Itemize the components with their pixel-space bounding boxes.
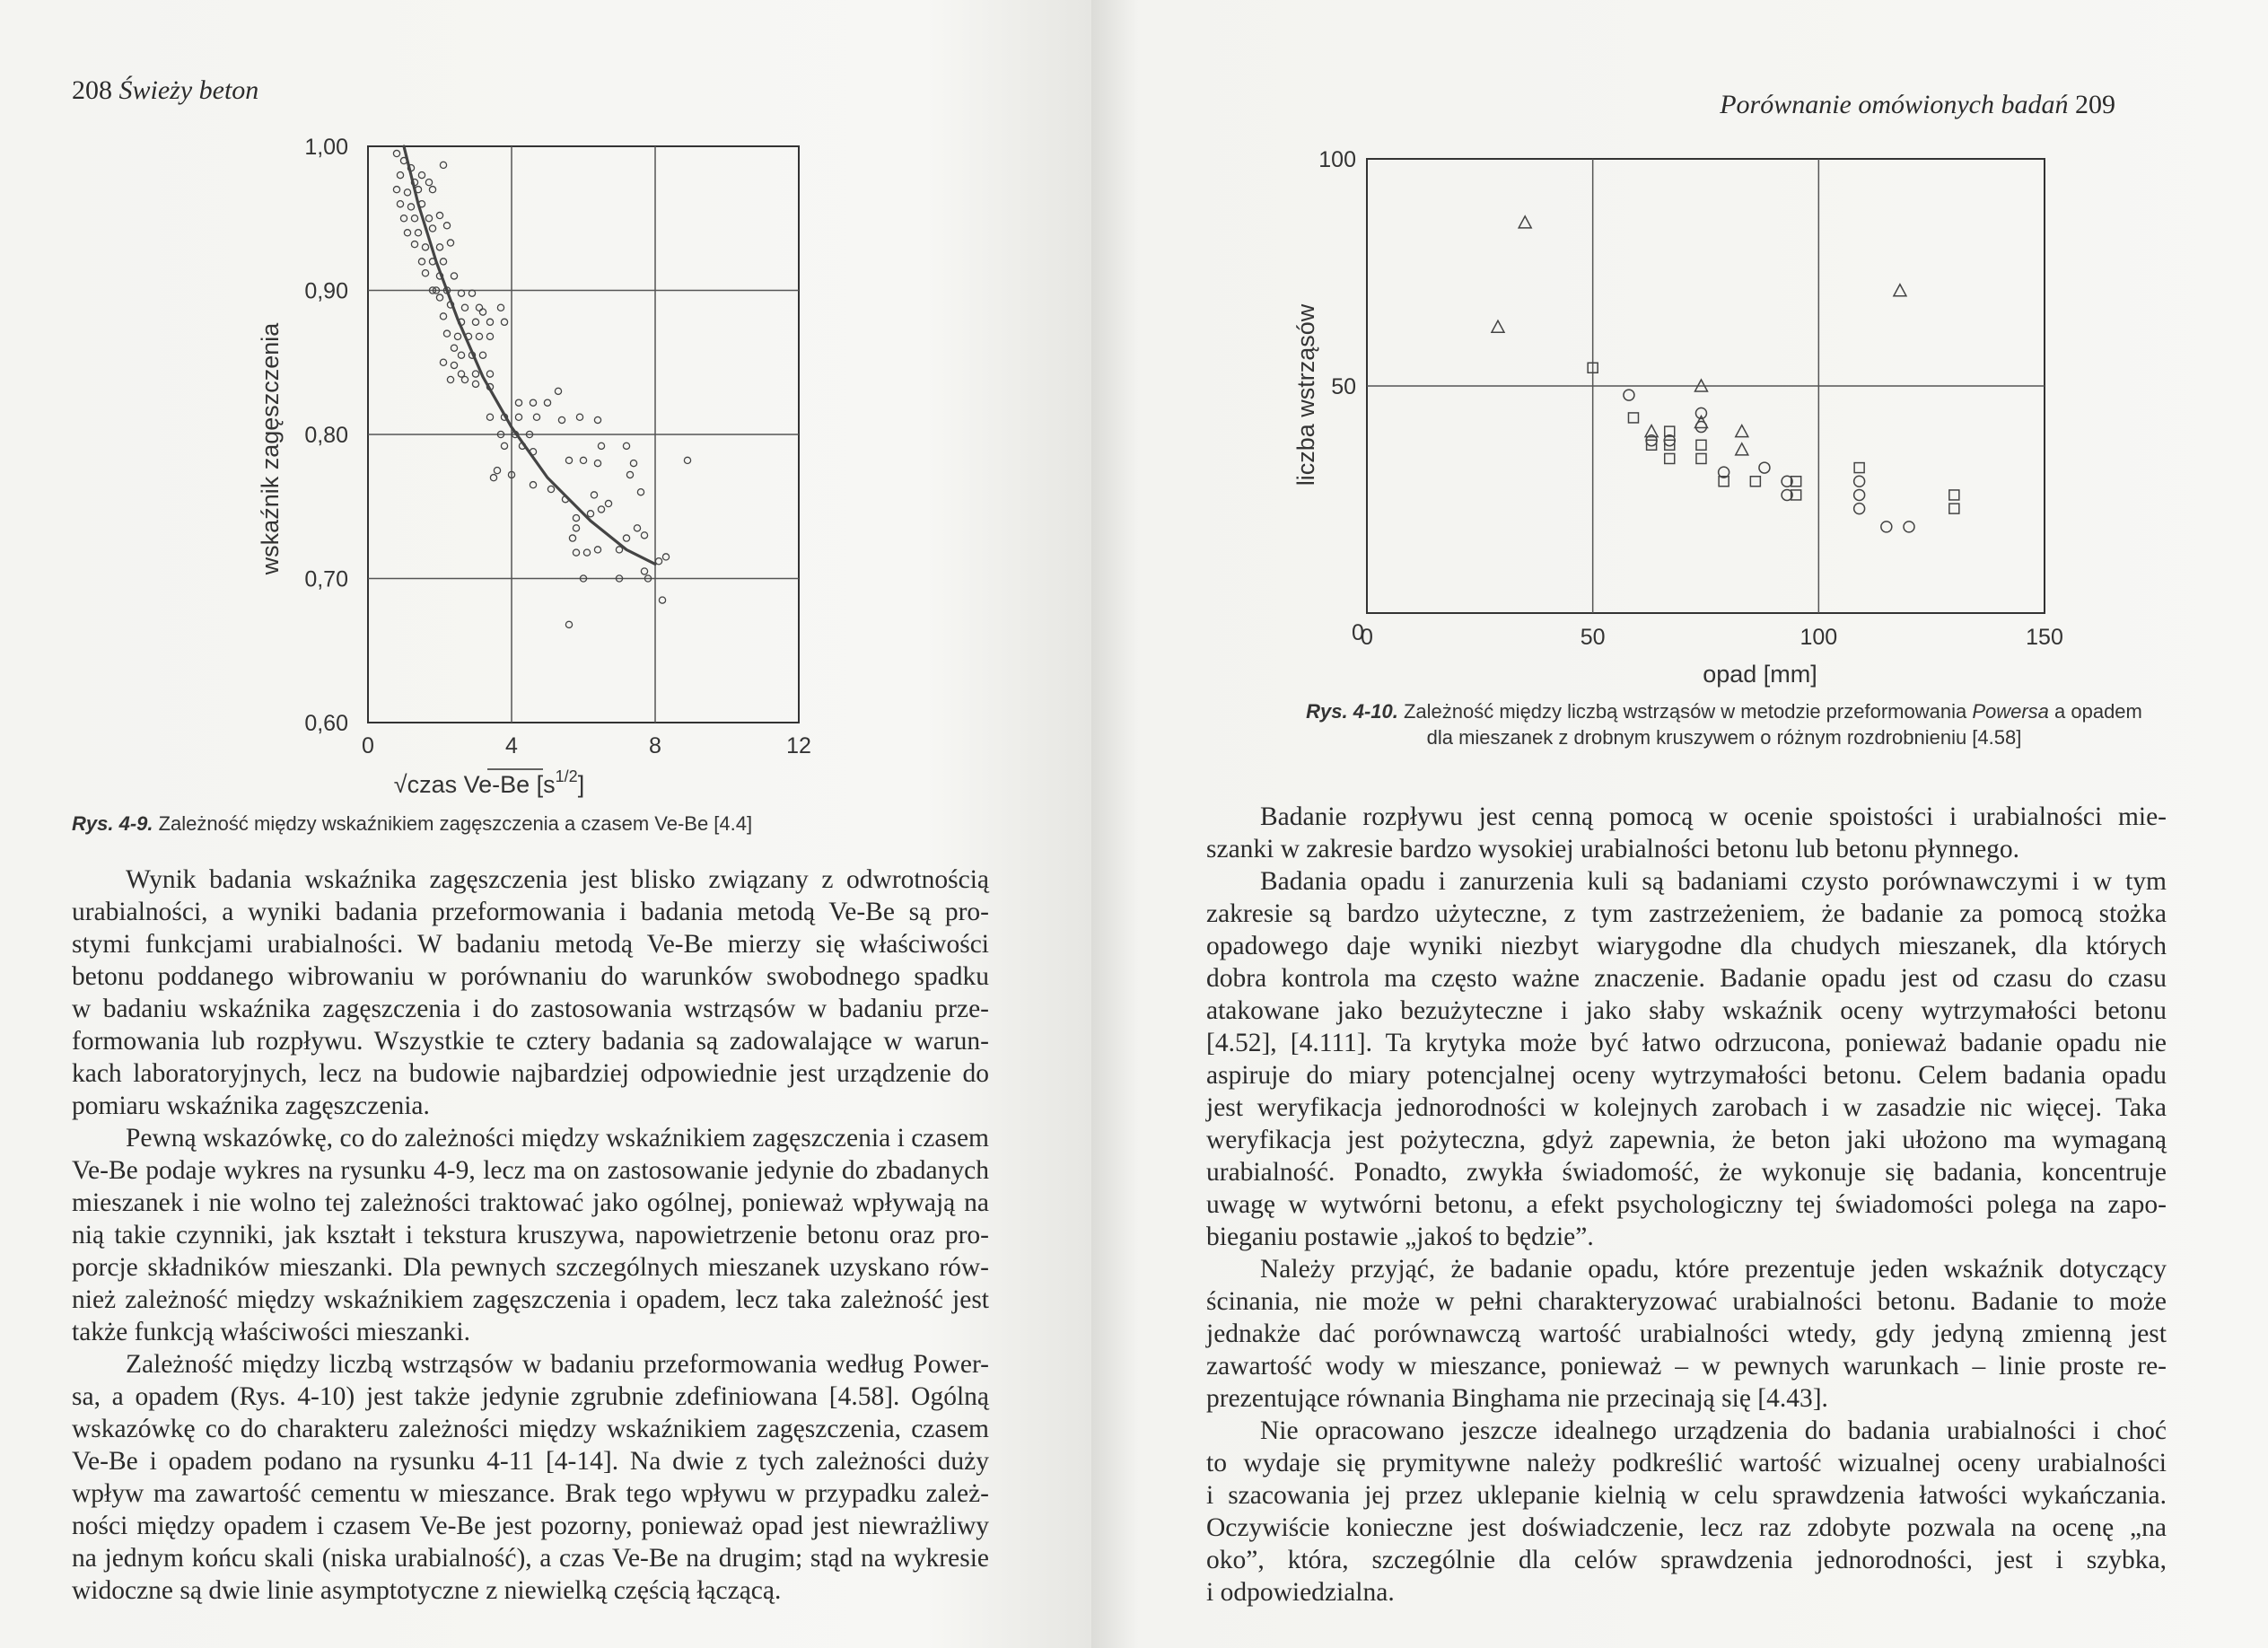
text-line: także funkcją właściwości mieszanki. (72, 1318, 470, 1346)
data-point-circle (1695, 422, 1706, 433)
data-point (458, 352, 464, 358)
data-point (547, 486, 554, 492)
text-line: porcje składników mieszanki. Dla pewnych szczególnych mieszanek uzyskano rów- (72, 1253, 989, 1282)
data-point (594, 460, 600, 467)
data-point (476, 304, 482, 311)
data-point (454, 333, 460, 339)
data-point (533, 414, 539, 420)
text-line: wskazówkę co do charakteru zależności między wskaźnikiem zagęszczenia, czasem (72, 1415, 989, 1443)
text-line: uwagę w wytwórni betonu, a efekt psychologiczny tej świadomości polega na zapo- (1206, 1190, 2167, 1219)
trend-curve (404, 146, 655, 564)
data-point (407, 204, 414, 210)
left-paragraph-2 (72, 1122, 989, 1348)
data-point-triangle (1492, 320, 1504, 332)
caption-text-right-1: Zależność między liczbą wstrząsów w metodzie przeformowania (1397, 700, 1973, 723)
data-point (655, 558, 661, 565)
text-line: i szacowania jej przez uklepanie kielnią w celu sprawdzenia łatwości wykańczania. (1206, 1481, 2167, 1510)
text-line: mieszanek i nie wolno tej zależności traktować jako ogólnej, ponieważ wpływają na (72, 1188, 989, 1217)
text-line: Należy przyjąć, że badanie opadu, które prezentuje jeden wskaźnik dotyczący (1260, 1255, 2167, 1284)
text-line: to wydaje się prymitywne należy podkreślić wartość wizualnej oceny urabialności (1206, 1449, 2167, 1477)
text-line: aspiruje do miary potencjalnej oceny wytrzymałości betonu. Celem badania opadu (1206, 1061, 2167, 1090)
data-point-square (1949, 490, 1959, 500)
x-tick-label: 150 (2026, 625, 2063, 650)
data-point-square (1949, 504, 1959, 513)
data-point (479, 309, 486, 315)
data-point (594, 416, 600, 423)
data-point (623, 443, 629, 449)
data-point (490, 475, 496, 481)
data-point (415, 230, 421, 236)
x-tick-label: 0 (1361, 625, 1373, 650)
data-point (626, 471, 633, 478)
caption-label-right: Rys. 4-10. (1306, 700, 1398, 723)
right-paragraph-4 (1206, 1415, 2167, 1609)
data-point (436, 244, 442, 250)
x-label-main: √czas Ve-Be (393, 771, 537, 798)
text-line: i odpowiedzialna. (1206, 1578, 1395, 1607)
text-line: kach laboratoryjnych, lecz na budowie najbardziej odpowiednie jest urządzenie do (72, 1059, 989, 1088)
data-point-circle (1881, 522, 1892, 532)
caption-text-right-2: a opadem (2048, 700, 2142, 723)
text-line: dobra kontrola ma często ważne znaczenie. Badanie opadu jest od czasu do czasu (1206, 964, 2167, 993)
left-page (0, 0, 1091, 1648)
y-tick-label: 0,70 (304, 566, 348, 592)
data-point (476, 333, 482, 339)
data-point (580, 457, 586, 463)
text-line: ności między opadem i czasem Ve-Be jest pozorny, ponieważ opad jest niewrażliwy (72, 1512, 989, 1540)
data-point (569, 535, 575, 541)
running-head-title-left: Świeży beton (118, 75, 259, 105)
y-tick-label-zero: 0 (1352, 620, 1364, 645)
text-line: [4.52], [4.111]. Ta krytyka może być łatwo odrzucona, ponieważ badanie opadu nie (1206, 1029, 2167, 1057)
y-tick-label: 100 (1318, 147, 1356, 172)
data-point-circle (1904, 522, 1914, 532)
text-line: ścinania, nie może w pełni charakteryzować urabialności betonu. Badanie to może (1206, 1287, 2167, 1316)
data-point (397, 201, 403, 207)
data-point (565, 457, 572, 463)
data-point (479, 352, 486, 358)
data-point (598, 506, 604, 513)
data-point (461, 304, 468, 311)
chart-series-points (393, 150, 690, 627)
y-tick-label: 0,90 (304, 278, 348, 304)
text-line: Nie opracowano jeszcze idealnego urządzenia do badania urabialności i choć (1260, 1416, 2167, 1445)
right-page (1091, 0, 2268, 1648)
data-point (576, 414, 582, 420)
running-head-title-right: Porównanie omówionych badań (1720, 90, 2069, 119)
text-line: prezentujące równania Binghama nie przecinają się [4.43]. (1206, 1384, 1828, 1413)
data-point (461, 376, 468, 382)
chart-series-points (1492, 216, 1959, 532)
data-point-square (1696, 453, 1706, 463)
data-point (440, 313, 446, 320)
data-point (443, 223, 450, 229)
data-point (393, 150, 399, 156)
chart-compaction-factor (0, 0, 987, 798)
text-line: Wynik badania wskaźnika zagęszczenia jest blisko związany z odwrotnością (126, 865, 989, 894)
data-point (411, 215, 417, 222)
data-point (591, 492, 597, 498)
data-point (429, 225, 435, 232)
data-point-square (1854, 463, 1864, 473)
data-point (418, 172, 425, 179)
text-line: Oczywiście konieczne jest doświadczenie, lecz raz zdobyte pozwala na ocenę „na (1206, 1513, 2167, 1542)
data-point (515, 399, 521, 406)
data-point (400, 215, 407, 222)
data-point (422, 270, 428, 276)
chart-trend-line (404, 146, 655, 564)
text-line: jest weryfikacja jednorodności w kolejnych zarobach i w zasadzie nic więcej. Taka (1206, 1093, 2167, 1122)
data-point (418, 259, 425, 265)
right-paragraph-3 (1206, 1253, 2167, 1415)
data-point (447, 240, 453, 246)
data-point (684, 457, 690, 463)
data-point (598, 443, 604, 449)
text-line: na jednym końcu skali (niska urabialność), a czas Ve-Be na drugim; stąd na wykresie (72, 1544, 989, 1573)
data-point (486, 414, 493, 420)
data-point (637, 489, 644, 495)
data-point (565, 621, 572, 627)
text-line: Ve-Be podaje wykres na rysunku 4-9, lecz ma on zastosowanie jedynie do zbadanych (72, 1156, 989, 1185)
data-point (472, 319, 478, 325)
data-point-square (1750, 477, 1760, 487)
text-line: bieganiu postawie „jakoś to będzie”. (1206, 1223, 1594, 1251)
data-point-triangle (1894, 285, 1906, 296)
data-point-triangle (1519, 216, 1531, 228)
data-point (451, 273, 457, 279)
data-point (447, 376, 453, 382)
data-point (501, 443, 507, 449)
chart-tick-labels (304, 135, 811, 758)
data-point (472, 371, 478, 377)
data-point-circle (1854, 476, 1865, 487)
data-point-square (1696, 440, 1706, 450)
data-point-circle (1854, 489, 1865, 500)
data-point (501, 319, 507, 325)
chart-grid (1367, 159, 2045, 613)
text-line: zakresie są bardzo użyteczne, z tym zastrzeżeniem, że badanie za pomocą stożka (1206, 899, 2167, 928)
caption-italic-right: Powersa (1972, 700, 2049, 723)
x-label-unit: [s (536, 771, 556, 798)
text-line: zawartość wody w mieszance, ponieważ – w pewnych warunkach – linie proste re- (1206, 1352, 2167, 1381)
chart-vebe-slump (1091, 0, 2079, 688)
text-line: betonu poddanego wibrowaniu w porównaniu do warunków swobodnego spadku (72, 962, 989, 991)
data-point (451, 362, 457, 368)
text-line: wpływ ma zawartość cementu w mieszance. Brak tego wpływu w przypadku zależ- (72, 1479, 989, 1508)
data-point (440, 359, 446, 365)
caption-text-left: Zależność między wskaźnikiem zagęszczenia a czasem Ve-Be [4.4] (153, 812, 753, 835)
text-line: szanki w zakresie bardzo wysokiej urabialności betonu lub betonu płynnego. (1206, 835, 2020, 863)
data-point (605, 500, 611, 506)
figure-caption-left (72, 812, 752, 836)
x-label-close: ] (577, 771, 585, 798)
data-point (429, 187, 435, 193)
data-point (404, 189, 410, 196)
data-point (530, 399, 536, 406)
x-label-exp: 1/2 (555, 767, 578, 785)
data-point (530, 482, 536, 488)
text-line: jednakże dać porównawczą wartość urabialności wtedy, gdy jedyną zmienną jest (1206, 1319, 2167, 1348)
data-point (634, 525, 640, 531)
data-point (451, 345, 457, 351)
data-point (393, 187, 399, 193)
page-number-right: 209 (2075, 90, 2115, 119)
text-line: urabialności, a wyniki badania przeformowania i badania metodą Ve-Be są pro- (72, 898, 989, 926)
chart-y-axis-label: wskaźnik zagęszczenia (257, 322, 284, 575)
text-line: Ve-Be i opadem podano na rysunku 4-11 [4-14]. Na dwie z tych zależności duży (72, 1447, 989, 1476)
chart-y-axis-label: liczba wstrząsów (1292, 303, 1319, 487)
data-point (662, 554, 669, 560)
data-point (594, 547, 600, 553)
x-tick-label: 100 (1800, 625, 1838, 650)
data-point (472, 381, 478, 387)
data-point (573, 525, 579, 531)
caption-label-left: Rys. 4-9. (72, 812, 153, 835)
data-point-circle (1624, 390, 1634, 400)
data-point (404, 230, 410, 236)
data-point (587, 511, 593, 517)
data-point (486, 333, 493, 339)
data-point (558, 416, 565, 423)
data-point (486, 371, 493, 377)
figure-caption-right (1217, 698, 2231, 750)
data-point (443, 330, 450, 337)
data-point (440, 162, 446, 168)
x-tick-label: 50 (1580, 625, 1606, 650)
data-point (641, 568, 647, 574)
data-point (497, 304, 504, 311)
y-tick-label: 0,60 (304, 711, 348, 736)
x-tick-label: 12 (786, 733, 811, 758)
data-point (573, 549, 579, 556)
data-point (573, 514, 579, 521)
caption-line2-right: dla mieszanek z drobnym kruszywem o różnym rozdrobnieniu [4.58] (1426, 726, 2022, 749)
data-point (411, 241, 417, 248)
chart-x-axis-label (394, 767, 584, 798)
text-line: Badanie rozpływu jest cenną pomocą w ocenie spoistości i urabialności mie- (1260, 802, 2167, 831)
y-tick-label: 0,80 (304, 423, 348, 448)
text-line: sa, a opadem (Rys. 4-10) jest także jedynie zgrubnie zdefiniowana [4.58]. Ogólną (72, 1382, 989, 1411)
data-point (641, 532, 647, 539)
data-point (555, 388, 561, 394)
data-point (630, 460, 636, 467)
text-line: formowania lub rozpływu. Wszystkie te cztery badania są zadowalające w warun- (72, 1027, 989, 1056)
right-body-text (1206, 801, 2167, 1609)
text-line: w badaniu wskaźnika zagęszczenia i do zastosowania wstrząsów w badaniu prze- (72, 995, 989, 1023)
x-tick-label: 4 (505, 733, 518, 758)
text-line: Badania opadu i zanurzenia kuli są badaniami czysto porównawczymi i w tym (1260, 867, 2167, 896)
data-point (486, 319, 493, 325)
text-line: atakowane jako bezużyteczne i jako słaby wskaźnik oceny wytrzymałości betonu (1206, 996, 2167, 1025)
text-line: widoczne są dwie linie asymptotyczne z niewielką częścią łączącą. (72, 1576, 782, 1605)
y-tick-label: 1,00 (304, 135, 348, 160)
text-line: nią takie czynniki, jak kształt i tekstura kruszywa, napowietrzenie betonu oraz pro- (72, 1221, 989, 1249)
data-point-circle (1854, 504, 1865, 514)
data-point-triangle (1736, 425, 1748, 437)
text-line: urabialność. Ponadto, zwykła świadomość, że wykonuje się badania, koncentruje (1206, 1158, 2167, 1187)
chart-x-axis-label: opad [mm] (1703, 661, 1817, 688)
data-point-square (1665, 453, 1675, 463)
data-point (425, 180, 432, 186)
left-paragraph-3 (72, 1348, 989, 1607)
chart-tick-labels (1318, 147, 2063, 650)
text-line: opadowego daje wyniki niezbyt wiarygodne dla chudych mieszanek, dla których (1206, 932, 2167, 960)
x-tick-label: 0 (362, 733, 374, 758)
left-body-text (72, 863, 989, 1607)
text-line: Pewną wskazówkę, co do zależności między wskaźnikiem zagęszczenia i czasem (126, 1124, 989, 1153)
data-point (440, 259, 446, 265)
page-number-left: 208 (72, 75, 112, 105)
text-line: Zależność między liczbą wstrząsów w badaniu przeformowania według Power- (126, 1350, 989, 1379)
data-point-square (1628, 413, 1638, 423)
data-point (425, 215, 432, 222)
left-paragraph-1 (72, 863, 989, 1122)
data-point-circle (1759, 462, 1770, 473)
text-line: stymi funkcjami urabialności. W badaniu metodą Ve-Be mierzy się właściwości (72, 930, 989, 959)
data-point (422, 244, 428, 250)
chart-grid (368, 146, 799, 723)
data-point (436, 212, 442, 218)
text-line: oko”, która, szczególnie dla celów sprawdzenia jednorodności, jest i szybka, (1206, 1546, 2167, 1574)
text-line: weryfikacja jest pożyteczna, gdyż zapewnia, że beton jaki ułożono ma wymaganą (1206, 1126, 2167, 1154)
data-point (623, 535, 629, 541)
right-paragraph-1 (1206, 801, 2167, 865)
right-paragraph-2 (1206, 865, 2167, 1253)
data-point (397, 172, 403, 179)
y-tick-label: 50 (1331, 374, 1356, 399)
data-point (436, 294, 442, 301)
data-point (515, 414, 521, 420)
data-point-triangle (1736, 443, 1748, 455)
x-tick-label: 8 (649, 733, 661, 758)
data-point (544, 399, 550, 406)
text-line: nież zależność między wskaźnikiem zagęszczenia i opadem, lecz taka zależność jest (72, 1285, 989, 1314)
data-point (494, 468, 500, 474)
data-point (583, 549, 590, 556)
text-line: pomiaru wskaźnika zagęszczenia. (72, 1091, 430, 1120)
data-point (659, 597, 665, 603)
